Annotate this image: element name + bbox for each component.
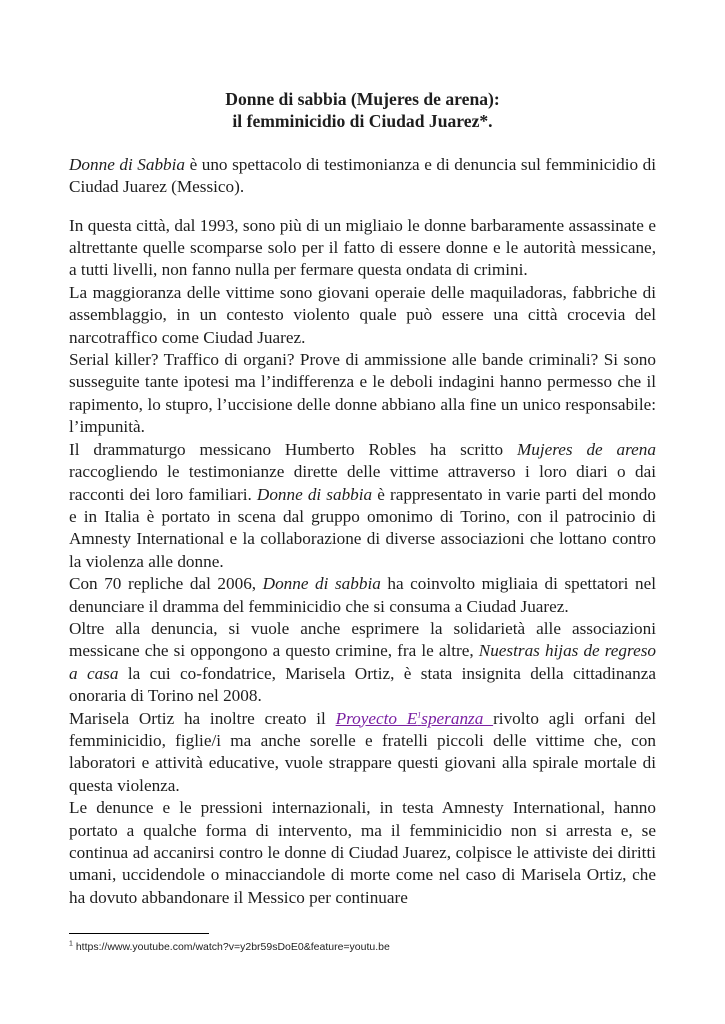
paragraph-hypotheses: Serial killer? Traffico di organi? Prove di ammissione alle bande criminali? Si sono susseguite tante ipotesi ma l’indifferenza e le deboli indagini hanno permesso che il rapimento, lo stupro, l’uccisione delle donne abbiano alla fine un unico responsabile: l’impunità. [69,350,656,437]
p4-text-b: raccogliendo le testimonianze dirette delle vittime attraverso i loro diari o dai racconti dei loro familiari. [69,462,656,504]
footnote [69,940,656,954]
paragraph-denunce: Le denunce e le pressioni internazionali, in testa Amnesty International, hanno portato a qualche forma di intervento, ma il femminicidio non si arresta e, se continua ad accanirsi contro le donne di Ciudad Juarez, colpisce le attiviste dei diritti umani, uccidendole o minacciandole di morte come nel caso di Marisela Ortiz, che ha dovuto abbandonare il Messico per continuare [69,798,656,907]
intro-paragraph [69,154,656,199]
p5-text-b: ha coinvolto migliaia di spettatori nel denunciare il dramma del femminicidio che si consuma a Ciudad Juarez. [69,574,656,616]
p6-text-a: Oltre alla denuncia, si vuole anche esprimere la solidarietà alle associazioni messicane che si oppongono a questo crimine, fra le altre, [69,618,656,661]
link-part-a: Proyecto E [335,708,418,728]
p6-em: Nuestras hijas de regreso a casa [69,641,656,683]
p4-text-c: è rappresentato in varie parti del mondo e in Italia è portato in scena dal gruppo omonimo di Torino, con il patrocinio di Amnesty International e la collaborazione di diverse associazioni che lottano contro la violenza alle donne. [69,484,656,571]
link-part-b: speranza [421,708,494,728]
title-line-1: Donne di sabbia (Mujeres de arena): [225,89,500,109]
p7-text-b: rivolto agli orfani del femminicidio, figlie/i ma anche sorelle e fratelli piccoli delle vittime che, con laboratori e attività educative, vuole strappare questi giovani alla spirale mortale di questa violenza. [69,708,656,795]
document-page [69,88,656,909]
p4-em-mujeres: Mujeres de arena [516,439,656,459]
p5-text-a: Con 70 repliche dal 2006, [69,574,263,594]
p5-em: Donne di sabbia [262,574,381,594]
p6-text-b: la cui co-fondatrice, Marisela Ortiz, è stata insignita della cittadinanza onoraria di Torino nel 2008. [69,663,656,706]
paragraph-solidarity [69,618,656,708]
proyecto-esperanza-link[interactable] [336,709,493,728]
document-title [69,88,656,133]
paragraph-city: In questa città, dal 1993, sono più di un migliaio le donne barbaramente assassinate e altrettante quelle scomparse solo per il fatto di essere donne e le autorità messicane, a tutti livelli, non fanno nulla per fermare questa ondata di crimini. [69,215,656,280]
paragraph-replicas [69,573,656,618]
footnote-url[interactable]: https://www.youtube.com/watch?v=y2br59sDoE0&feature=youtu.be [72,941,390,953]
intro-text: è uno spettacolo di testimonianza e di denuncia sul femminicidio di Ciudad Juarez (Messico). [69,154,656,197]
footnote-divider [69,933,209,934]
p4-text-a: Il drammaturgo messicano Humberto Robles ha scritto [69,439,517,459]
paragraph-playwright [69,439,656,573]
p4-em-donne: Donne di sabbia [256,484,373,504]
title-line-2: il femminicidio di Ciudad Juarez*. [232,111,493,132]
paragraph-victims: La maggioranza delle vittime sono giovani operaie delle maquiladoras, fabbriche di assemblaggio, in un contesto violento quale può essere una città crocevia del narcotraffico come Ciudad Juarez. [69,282,656,347]
p7-text-a: Marisela Ortiz ha inoltre creato il [69,708,336,728]
footnote-ref: 1 [417,709,422,719]
paragraph-proyecto [69,708,656,798]
footnote-number: 1 [69,940,73,948]
intro-show-title: Donne di Sabbia [69,154,186,174]
